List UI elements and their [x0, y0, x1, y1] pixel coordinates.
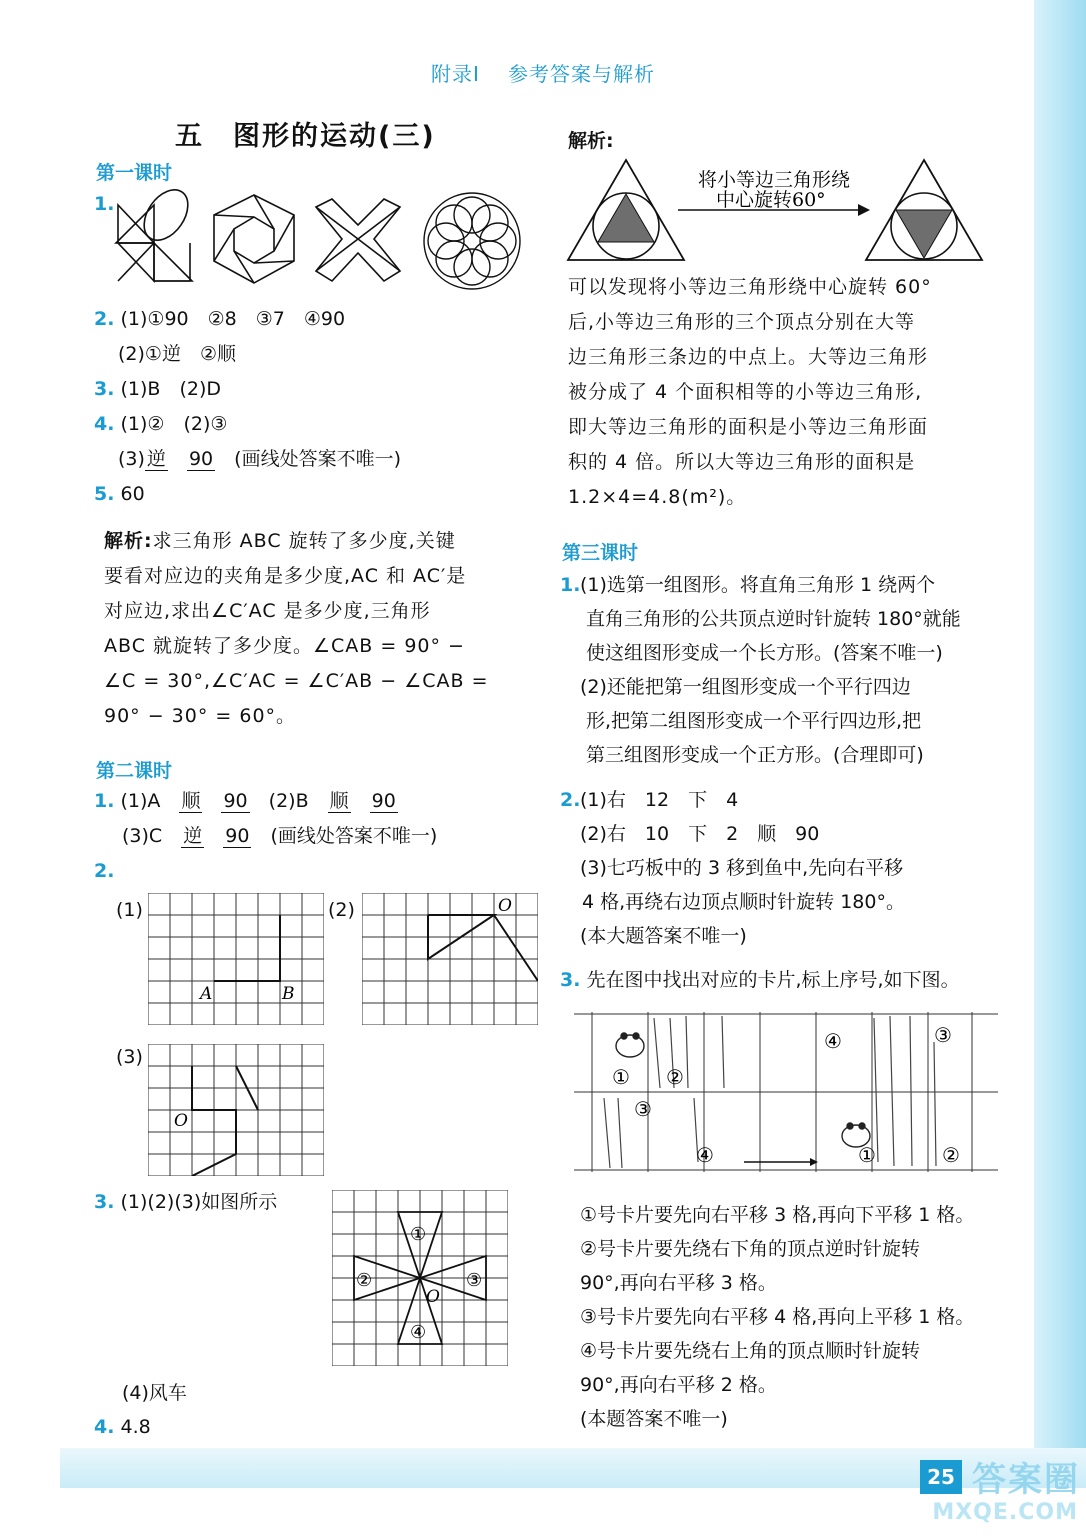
l3-q1-line: (1)选第一组图形。将直角三角形 1 绕两个	[580, 574, 936, 596]
l1-q5-answer: 60	[120, 483, 145, 505]
l3-q1-line: 第三组图形变成一个正方形。(合理即可)	[586, 744, 924, 766]
lesson1-title: 第一课时	[96, 162, 173, 184]
l1-q5-number: 5.	[94, 483, 115, 505]
l2-q1-part3: (3)C	[122, 825, 163, 847]
right-sidebar-band	[1034, 0, 1086, 1480]
card-mark-4a: ④	[696, 1143, 714, 1167]
l1-analysis	[104, 524, 524, 734]
l1-q2-answer1: (1)①90 ②8 ③7 ④90	[120, 308, 346, 330]
mark-2: ②	[356, 1270, 373, 1291]
l3-q2-line: (本大题答案不唯一)	[580, 925, 747, 947]
mark-1: ①	[410, 1224, 427, 1245]
l1-q4-note: (画线处答案不唯一)	[234, 448, 401, 470]
watermark-url: MXQE.COM	[932, 1500, 1078, 1525]
grid3	[148, 1044, 324, 1176]
mark-3: ③	[466, 1270, 483, 1291]
l1-analysis-line: 对应边,求出∠C′AC 是多少度,三角形	[104, 600, 431, 622]
rt-analysis-line: 被分成了 4 个面积相等的小等边三角形,	[568, 381, 923, 403]
triangle-rotation-diagram	[566, 158, 992, 264]
l3-q3-line: ①号卡片要先向右平移 3 格,再向下平移 1 格。	[580, 1204, 975, 1226]
l1-q1-number: 1.	[94, 193, 115, 215]
rt-analysis-line: 1.2×4=4.8(m²)。	[568, 486, 747, 508]
l3-q2-line: 4 格,再绕右边顶点顺时针旋转 180°。	[582, 891, 905, 913]
l3-q1-block	[580, 568, 1000, 772]
l3-q1-line: (2)还能把第一组图形变成一个平行四边	[580, 676, 911, 698]
rt-analysis-line: 后,小等边三角形的三个顶点分别在大等	[568, 311, 916, 333]
l2-q1-line2	[122, 819, 437, 853]
l2-q1-dir1: 顺	[181, 790, 201, 812]
l2-q3-line1	[94, 1185, 277, 1219]
l1-q5	[94, 477, 145, 511]
page-number: 25	[920, 1460, 962, 1494]
lesson2-title: 第二课时	[96, 760, 173, 782]
l2-q1-dir2: 顺	[329, 790, 349, 812]
l1-analysis-line: 求三角形 ABC 旋转了多少度,关键	[152, 530, 456, 552]
l1-q3-number: 3.	[94, 378, 115, 400]
l1-q1-figures	[110, 185, 530, 300]
l2-q1-number: 1.	[94, 790, 115, 812]
l1-analysis-label: 解析:	[104, 530, 153, 552]
mark-4: ④	[410, 1322, 427, 1343]
l2-q1-deg1: 90	[223, 790, 248, 812]
l1-q3	[94, 372, 221, 406]
l2-q1-line1	[94, 784, 398, 818]
l3-q3-line: ③号卡片要先向右平移 4 格,再向上平移 1 格。	[580, 1306, 975, 1328]
l3-q1-line: 使这组图形变成一个长方形。(答案不唯一)	[586, 642, 943, 664]
l3-q3-line: 90°,再向右平移 2 格。	[580, 1374, 777, 1396]
arrow-text-1: 将小等边三角形绕	[698, 169, 851, 191]
l1-q4-answer1: (1)② (2)③	[120, 413, 228, 435]
point-O-label-3: O	[174, 1111, 188, 1131]
l1-q2-line2: (2)①逆 ②顺	[118, 343, 236, 365]
grid-windmill	[332, 1190, 508, 1366]
section-title: 五 图形的运动(三)	[175, 121, 436, 152]
l3-q2-line: (3)七巧板中的 3 移到鱼中,先向右平移	[580, 857, 904, 879]
center-O: O	[426, 1287, 440, 1307]
l1-q3-answer: (1)B (2)D	[120, 378, 221, 400]
grid1-label: (1)	[116, 899, 143, 921]
l1-q4-line1	[94, 407, 227, 441]
l3-q1-line: 直角三角形的公共顶点逆时针旋转 180°就能	[586, 608, 961, 630]
l3-q2-line: (1)右 12 下 4	[580, 789, 739, 811]
grid3-label: (3)	[116, 1046, 143, 1068]
l2-q1-note: (画线处答案不唯一)	[270, 825, 438, 847]
l1-q4-number: 4.	[94, 413, 115, 435]
l1-q4-line2	[118, 442, 401, 476]
rt-analysis-line: 即大等边三角形的面积是小等边三角形面	[568, 416, 929, 438]
l2-q1-dir3: 逆	[183, 825, 203, 847]
x-shape-figure	[316, 199, 400, 281]
card-mark-2b: ②	[942, 1143, 960, 1167]
point-A-label: A	[200, 984, 213, 1004]
l2-q1-deg3: 90	[225, 825, 250, 847]
l1-q4-ans-deg: 90	[188, 448, 214, 470]
l3-q1-number: 1.	[560, 574, 581, 596]
pinwheel-figure	[116, 185, 197, 281]
point-O-label: O	[498, 896, 512, 916]
l2-q3-number: 3.	[94, 1191, 115, 1213]
hexagon-figure	[214, 195, 294, 283]
page-header	[0, 58, 1086, 87]
l2-q1-part1: (1)A	[120, 790, 161, 812]
card-mark-3a: ③	[634, 1097, 652, 1121]
grid1	[148, 893, 324, 1025]
l3-q3-intro	[560, 963, 960, 997]
l1-analysis-line: ABC 就旋转了多少度。∠CAB = 90° −	[104, 635, 465, 657]
l3-q3-line: ④号卡片要先绕右上角的顶点顺时针旋转	[580, 1340, 921, 1362]
l1-analysis-line: 90° − 30° = 60°。	[104, 705, 297, 727]
rt-analysis-line: 可以发现将小等边三角形绕中心旋转 60°	[568, 276, 932, 298]
l1-q2-number: 2.	[94, 308, 115, 330]
l1-q4-part3: (3)	[118, 448, 145, 470]
l3-q2-line: (2)右 10 下 2 顺 90	[580, 823, 820, 845]
l3-q3-intro-text: 先在图中找出对应的卡片,标上序号,如下图。	[586, 969, 960, 991]
l3-q3-number: 3.	[560, 969, 581, 991]
l3-q2-block	[580, 783, 1000, 953]
rt-analysis-line: 积的 4 倍。所以大等边三角形的面积是	[568, 451, 916, 473]
l2-q3-answer: (1)(2)(3)如图所示	[120, 1191, 278, 1213]
l3-q1-line: 形,把第二组图形变成一个平行四边形,把	[586, 710, 922, 732]
l1-q4-ans-dir: 逆	[146, 448, 166, 470]
l2-q4-answer: 4.8	[120, 1416, 151, 1438]
l3-q3-line: (本题答案不唯一)	[580, 1408, 728, 1430]
card-mark-1b: ①	[858, 1143, 876, 1167]
l2-q1-deg2: 90	[371, 790, 396, 812]
rt-analysis-line: 边三角形三条边的中点上。大等边三角形	[568, 346, 929, 368]
rt-analysis	[568, 270, 988, 515]
card-mark-3b: ③	[934, 1023, 952, 1047]
card-mark-2a: ②	[666, 1065, 684, 1089]
rt-analysis-label: 解析:	[568, 130, 614, 152]
l3-q3-line: 90°,再向右平移 3 格。	[580, 1272, 777, 1294]
arrow-text-2: 中心旋转60°	[716, 189, 826, 211]
l3-q3-block	[580, 1198, 1000, 1436]
panda-bamboo-grid	[574, 1012, 998, 1180]
l2-q4	[94, 1410, 151, 1444]
l2-q4-number: 4.	[94, 1416, 115, 1438]
watermark-logo: 答案圈	[972, 1460, 1080, 1500]
appendix-label: 附录Ⅰ	[431, 62, 480, 86]
l3-q2-number: 2.	[560, 789, 581, 811]
grid2-label: (2)	[328, 899, 355, 921]
grid2	[362, 893, 538, 1025]
l1-analysis-line: 要看对应边的夹角是多少度,AC 和 AC′是	[104, 565, 467, 587]
l3-q3-line: ②号卡片要先绕右下角的顶点逆时针旋转	[580, 1238, 921, 1260]
card-mark-1a: ①	[612, 1065, 630, 1089]
l2-q1-part2: (2)B	[268, 790, 309, 812]
l1-q2-line1	[94, 302, 345, 336]
card-mark-4b: ④	[824, 1029, 842, 1053]
l2-q2-number: 2.	[94, 860, 115, 882]
flower-circles-figure	[424, 193, 520, 289]
l2-q3-line2: (4)风车	[122, 1382, 187, 1404]
l1-analysis-line: ∠C = 30°,∠C′AC = ∠C′AB − ∠CAB =	[104, 670, 489, 692]
lesson3-title: 第三课时	[562, 542, 639, 564]
point-B-label: B	[282, 984, 295, 1004]
header-title: 参考答案与解析	[507, 62, 655, 86]
